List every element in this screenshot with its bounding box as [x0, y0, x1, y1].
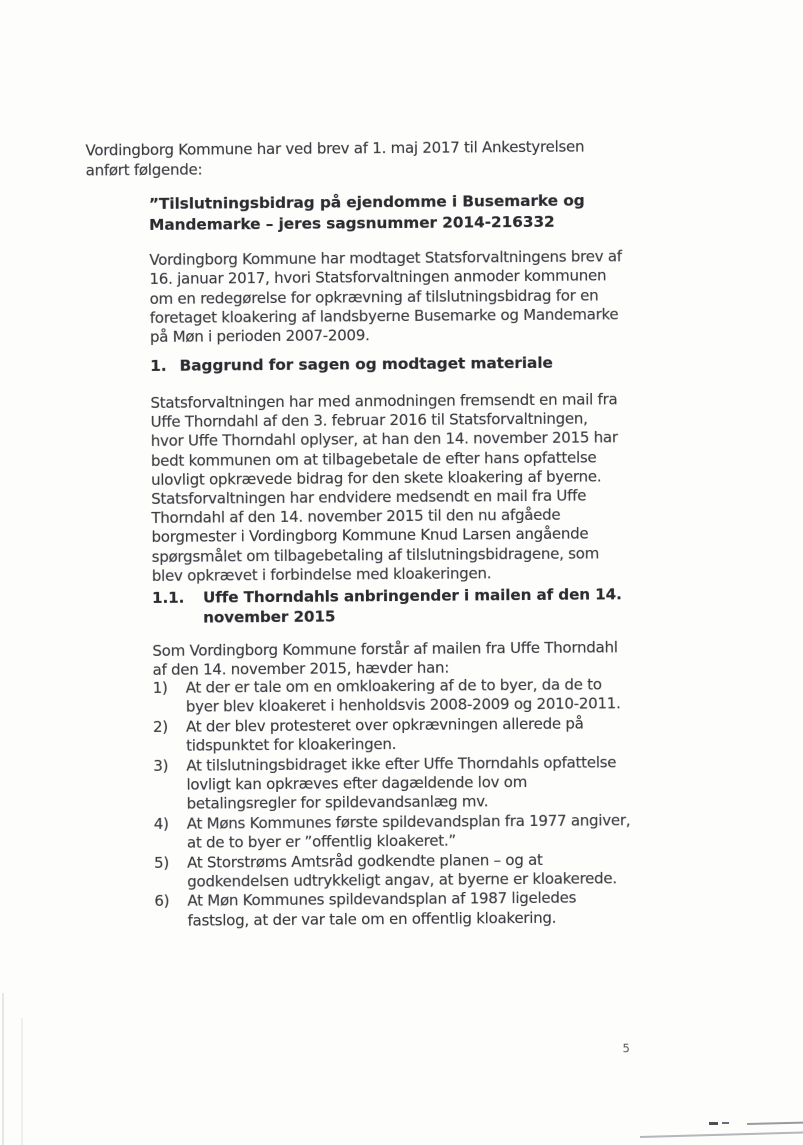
- list-item-number: 6): [154, 892, 170, 911]
- list-item-number: 2): [152, 717, 168, 736]
- list-item: [153, 753, 630, 815]
- page-number: 5: [622, 1041, 630, 1056]
- list-item: [154, 889, 631, 932]
- letter-title: ”Tilslutningsbidrag på ejendomme i Busemarke og Mandemarke – jeres sagsnummer 2014-216332: [148, 191, 585, 234]
- list-item-number: 4): [153, 814, 169, 833]
- section-1-1-number: 1.1.: [151, 588, 185, 607]
- section-1-1-intro-paragraph: Som Vordingborg Kommune forstår af mailen fra Uffe Thorndahl af den 14. november 2015, hævder han:: [152, 638, 618, 679]
- section-1-1-title: Uffe Thorndahls anbringender i mailen af den 14. november 2015: [202, 585, 622, 627]
- intro-paragraph: Vordingborg Kommune har ved brev af 1. maj 2017 til Ankestyrelsen anført følgende:: [85, 137, 585, 180]
- section-1-paragraph: Statsforvaltningen har med anmodningen fremsendt en mail fra Uffe Thorndahl af den 3. februar 2016 til Statsforvaltningen, hvor Uffe Thorndahl oplyser, at han den 14. november 2015 har bedt kommunen om at tilbagebetale de efter hans opfattelse ulovligt opkrævede bidrag for den skete kloakering af byerne. Statsforvaltningen har endvidere medsendt en mail fra Uffe Thorndahl af den 14. november 2015 til den nu afgåede borgmester i Vordingborg Kommune Knud Larsen angående spørgsmålet om tilbagebetaling af tilslutningsbidragene, som blev opkrævet i forbindelse med kloakeringen.: [150, 390, 618, 585]
- list-item-number: 3): [153, 756, 169, 775]
- list-item-text: At tilslutningsbidraget ikke efter Uffe Thorndahls opfattelse lovligt kan opkræves efter dagældende lov om betalingsregler for spildevandsanlæg mv.: [186, 752, 617, 814]
- list-item: [153, 714, 630, 757]
- list-item: [154, 850, 631, 893]
- list-item: [154, 811, 631, 854]
- list-item-text: At der blev protesteret over opkrævningen allerede på tidspunktet for kloakeringen.: [185, 714, 584, 755]
- list-item-text: At Storstrøms Amtsråd godkendte planen – og at godkendelsen udtrykkeligt angav, at byerne er kloakerede.: [186, 850, 617, 891]
- list-item-text: At Møn Kommunes spildevandsplan af 1987 ligeledes fastslog, at der var tale om en offentlig kloakering.: [187, 889, 577, 930]
- section-1-number: 1.: [150, 356, 167, 375]
- section-1-title: Baggrund for sagen og modtaget materiale: [179, 353, 553, 375]
- section-1-1-heading: [152, 584, 622, 629]
- section-1-heading: [150, 354, 553, 376]
- list-item-text: At der er tale om en omkloakering af de to byer, da de to byer blev kloakeret i henholdsvis 2008-2009 og 2010-2011.: [185, 675, 621, 717]
- list-item-number: 1): [152, 678, 168, 697]
- list-item-number: 5): [153, 853, 170, 872]
- claims-list: [153, 675, 631, 931]
- list-item-text: At Møns Kommunes første spildevandsplan fra 1977 angiver, at de to byer er ”offentlig kloakeret.”: [186, 811, 631, 852]
- list-item: [153, 675, 630, 718]
- letter-opening-paragraph: Vordingborg Kommune har modtaget Statsforvaltningens brev af 16. januar 2017, hvori Statsforvaltningen anmoder kommunen om en redegørelse for opkrævning af tilslutningsbidrag for en foretaget kloakering af landsbyerne Busemarke og Mandemarke på Møn i perioden 2007-2009.: [149, 247, 622, 347]
